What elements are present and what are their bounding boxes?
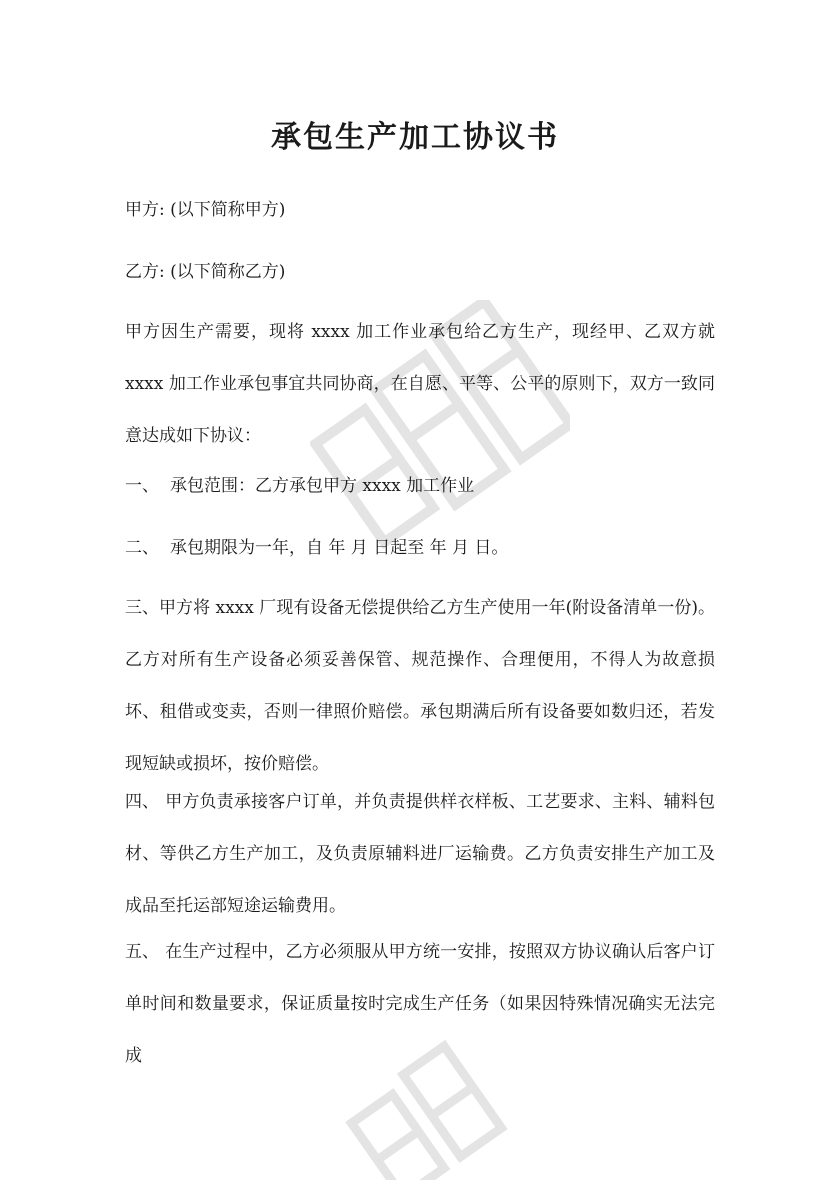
clause-2-text: 承包期限为一年，自 年 月 日起至 年 月 日。	[170, 538, 509, 558]
clause-2	[125, 536, 715, 560]
clause-5	[125, 926, 715, 1082]
intro-paragraph: 甲方因生产需要，现将 xxxx 加工作业承包给乙方生产，现经甲、乙双方就 xxxx 加工作业承包事宜共同协商，在自愿、平等、公平的原则下，双方一致同意达成如下协议：	[125, 322, 715, 446]
clause-1-number: 一、	[125, 476, 159, 496]
clause-4-number: 四、	[125, 792, 159, 812]
clause-4-text: 甲方负责承接客户订单，并负责提供样衣样板、工艺要求、主料、辅料包材、等供乙方生产加工，及负责原辅料进厂运输费。乙方负责安排生产加工及成品至托运部短途运输费用。	[125, 792, 715, 916]
party-b-line: 乙方: (以下简称乙方)	[125, 262, 286, 282]
clause-1	[125, 474, 715, 498]
clause-2-number: 二、	[125, 538, 159, 558]
clause-3	[125, 582, 715, 790]
party-a-line: 甲方: (以下简称甲方)	[125, 200, 286, 220]
clause-5-number: 五、	[125, 942, 159, 962]
clause-4	[125, 776, 715, 932]
clause-3-text: 三、甲方将 xxxx 厂现有设备无偿提供给乙方生产使用一年(附设备清单一份)。乙方对所有生产设备必须妥善保管、规范操作、合理便用，不得人为故意损坏、租借或变卖，否则一律照价赔偿。承包期满后所有设备要如数归还，若发现短缺或损坏，按价赔偿。	[125, 598, 715, 774]
clause-1-text: 承包范围：乙方承包甲方 xxxx 加工作业	[170, 476, 475, 496]
document-title: 承包生产加工协议书	[271, 120, 559, 155]
clause-5-text: 在生产过程中，乙方必须服从甲方统一安排，按照双方协议确认后客户订单时间和数量要求，保证质量按时完成生产任务（如果因特殊情况确实无法完成	[125, 942, 715, 1066]
